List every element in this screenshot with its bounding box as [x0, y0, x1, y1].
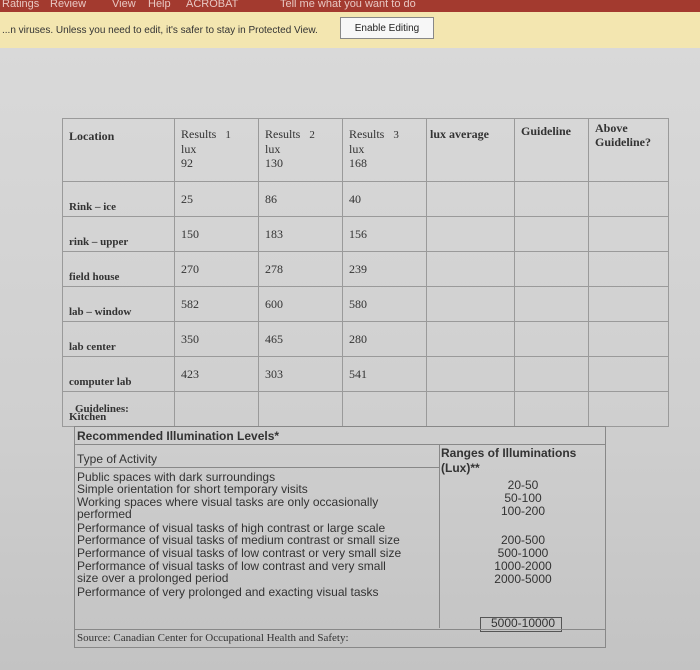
cell-lux-average [427, 357, 515, 392]
header-results-2-num: 2 [309, 129, 315, 141]
tab-help[interactable]: Help [148, 0, 171, 10]
header-above-line2: Guideline? [595, 135, 652, 149]
activity-item: Simple orientation for short temporary visits [77, 482, 308, 496]
cell-result-2 [259, 392, 343, 427]
cell-lux-average [427, 217, 515, 252]
range-value: 5000-10000 [490, 616, 556, 630]
protected-view-bar [0, 12, 700, 49]
tab-acrobat[interactable]: ACROBAT [186, 0, 239, 10]
table-row [63, 392, 669, 427]
column-divider [439, 444, 440, 628]
activity-item: Public spaces with dark surroundings [77, 470, 276, 484]
table-row [63, 182, 669, 217]
header-above-line1: Above [595, 121, 628, 135]
activity-item: size over a prolonged period [77, 571, 229, 585]
cell-lux-average [427, 182, 515, 217]
cell-result-1: 270 [175, 252, 259, 287]
ribbon-tabs [0, 0, 700, 12]
divider [75, 629, 605, 630]
cell-result-2: 278 [259, 252, 343, 287]
cell-result-2: 86 [259, 182, 343, 217]
range-value: 100-200 [500, 504, 546, 518]
cell-result-3: 280 [343, 322, 427, 357]
cell-result-1 [175, 392, 259, 427]
cell-location: computer lab [63, 357, 175, 392]
cell-above-guideline [589, 287, 669, 322]
tab-view[interactable]: View [112, 0, 136, 10]
illumination-guidelines-box [74, 426, 606, 648]
cell-location: Rink – ice [63, 182, 175, 217]
cell-guideline [515, 357, 589, 392]
cell-lux-average [427, 287, 515, 322]
cell-above-guideline [589, 217, 669, 252]
header-results-3-label: Results [349, 127, 385, 141]
cell-result-2: 465 [259, 322, 343, 357]
cell-guideline [515, 287, 589, 322]
header-guideline: Guideline [515, 119, 589, 182]
table-row [63, 252, 669, 287]
cell-result-1: 423 [175, 357, 259, 392]
cell-above-guideline [589, 182, 669, 217]
header-results-2 [259, 119, 343, 182]
cell-result-1: 150 [175, 217, 259, 252]
cell-result-1: 582 [175, 287, 259, 322]
activity-item: Performance of visual tasks of high contrast or large scale [77, 521, 386, 535]
cell-location: field house [63, 252, 175, 287]
cell-lux-average [427, 322, 515, 357]
ranges-header-line2: (Lux)** [441, 461, 480, 475]
range-value: 50-100 [504, 491, 542, 505]
cell-guideline [515, 322, 589, 357]
document-page [0, 48, 700, 670]
tell-me-search[interactable]: Tell me what you want to do [280, 0, 416, 10]
header-results-3-first: 168 [349, 156, 367, 170]
guidelines-heading: Guidelines: [75, 403, 129, 415]
table-row [63, 217, 669, 252]
header-results-1-num: 1 [225, 129, 231, 141]
range-value: 20-50 [507, 478, 539, 492]
table-row [63, 287, 669, 322]
cell-above-guideline [589, 357, 669, 392]
header-location: Location [63, 119, 175, 182]
range-value: 500-1000 [497, 546, 549, 560]
divider [75, 444, 605, 445]
header-results-2-first: 130 [265, 156, 283, 170]
tab-review[interactable]: Review [50, 0, 87, 10]
cell-result-2: 183 [259, 217, 343, 252]
cell-lux-average [427, 392, 515, 427]
header-lux-average: lux average [427, 119, 515, 182]
cell-result-1: 25 [175, 182, 259, 217]
table-header-row [63, 119, 669, 182]
enable-editing-button[interactable]: Enable Editing [340, 17, 434, 39]
source-citation: Source: Canadian Center for Occupational Health and Safety: [77, 632, 349, 644]
cell-result-3: 541 [343, 357, 427, 392]
ranges-header-line1: Ranges of Illuminations [441, 446, 577, 460]
cell-guideline [515, 217, 589, 252]
ranges-header [441, 446, 605, 476]
guidelines-box-title: Recommended Illumination Levels* [77, 429, 280, 443]
table-row [63, 357, 669, 392]
header-results-3-num: 3 [393, 129, 399, 141]
tab-ratings[interactable]: Ratings [2, 0, 40, 10]
range-value: 200-500 [500, 533, 546, 547]
cell-location: rink – upper [63, 217, 175, 252]
header-results-1-first: 92 [181, 156, 193, 170]
divider [75, 467, 439, 468]
cell-guideline [515, 252, 589, 287]
cell-location: Kitchen [63, 392, 175, 427]
cell-above-guideline [589, 252, 669, 287]
activity-item: Working spaces where visual tasks are only occasionally [77, 495, 379, 509]
range-value: 1000-2000 [494, 559, 552, 573]
cell-above-guideline [589, 322, 669, 357]
protected-view-message: ...n viruses. Unless you need to edit, it's safer to stay in Protected View. [2, 25, 318, 36]
cell-location: lab center [63, 322, 175, 357]
activity-item: performed [77, 507, 132, 521]
cell-result-3: 40 [343, 182, 427, 217]
header-above-guideline [589, 119, 669, 182]
cell-result-2: 303 [259, 357, 343, 392]
cell-result-3: 239 [343, 252, 427, 287]
header-results-1-unit: lux [181, 142, 197, 156]
header-results-3-unit: lux [349, 142, 365, 156]
cell-location: lab – window [63, 287, 175, 322]
activity-item: Performance of visual tasks of medium contrast or small size [77, 533, 400, 547]
results-table [62, 118, 669, 427]
cell-result-1: 350 [175, 322, 259, 357]
cell-above-guideline [589, 392, 669, 427]
table-row [63, 322, 669, 357]
cell-lux-average [427, 252, 515, 287]
activity-item: Performance of visual tasks of low contrast or very small size [77, 546, 402, 560]
header-results-2-label: Results [265, 127, 301, 141]
header-results-3 [343, 119, 427, 182]
header-results-2-unit: lux [265, 142, 281, 156]
activity-item: Performance of very prolonged and exacting visual tasks [77, 585, 379, 599]
header-results-1-label: Results [181, 127, 217, 141]
cell-guideline [515, 182, 589, 217]
header-results-1 [175, 119, 259, 182]
type-of-activity-header: Type of Activity [77, 452, 158, 466]
activity-item: Performance of visual tasks of low contrast and very small [77, 559, 386, 573]
cell-result-3: 156 [343, 217, 427, 252]
cell-guideline [515, 392, 589, 427]
cell-result-3: 580 [343, 287, 427, 322]
range-value: 2000-5000 [494, 572, 552, 586]
cell-result-2: 600 [259, 287, 343, 322]
cell-result-3 [343, 392, 427, 427]
